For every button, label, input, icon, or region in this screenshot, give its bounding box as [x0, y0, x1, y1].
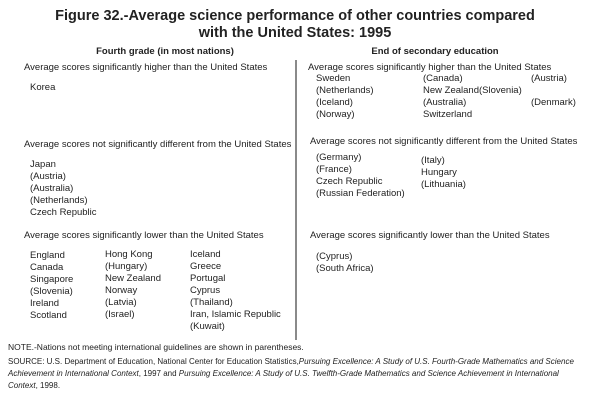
list-item: (Thailand) — [190, 297, 233, 308]
list-item: (Italy) — [421, 155, 445, 166]
list-item: (Norway) — [316, 109, 355, 120]
left-higher-list — [30, 82, 55, 94]
left-notdiff-list — [30, 159, 97, 219]
list-item: Japan — [30, 159, 56, 170]
figure-title-line-2: with the United States: 1995 — [198, 25, 392, 41]
list-item: (Germany) — [316, 152, 362, 163]
list-item: Hungary — [421, 167, 457, 178]
right-column-heading: End of secondary education — [371, 46, 499, 57]
list-item: Czech Republic — [30, 207, 97, 218]
list-item: (Australia) — [423, 97, 467, 108]
right-notdiff-list-col1 — [316, 152, 405, 200]
right-higher-list-col1 — [316, 73, 374, 121]
right-higher-label: Average scores significantly higher than the United States — [308, 62, 552, 73]
list-item: (Slovenia) — [30, 286, 73, 297]
list-item: Iran, Islamic Republic — [190, 309, 281, 320]
list-item: Singapore — [30, 274, 74, 285]
list-item: (Israel) — [105, 309, 135, 320]
right-lower-label: Average scores significantly lower than the United States — [310, 230, 550, 241]
list-item: Scotland — [30, 310, 67, 321]
list-item: (Australia) — [30, 183, 74, 194]
list-item: (Hungary) — [105, 261, 148, 272]
left-column-heading: Fourth grade (in most nations) — [96, 46, 234, 57]
list-item: (Kuwait) — [190, 321, 225, 332]
list-item: Switzerland — [423, 109, 473, 120]
list-item: New Zealand(Slovenia) — [423, 85, 522, 96]
list-item: Hong Kong — [105, 249, 153, 260]
list-item: Czech Republic — [316, 176, 383, 187]
list-item: Sweden — [316, 73, 351, 84]
list-item: (France) — [316, 164, 352, 175]
source-text — [8, 356, 578, 392]
list-item: Cyprus — [190, 285, 221, 296]
list-item: (Lithuania) — [421, 179, 466, 190]
list-item: Ireland — [30, 298, 60, 309]
right-notdiff-label: Average scores not significantly different from the United States — [310, 136, 578, 147]
right-higher-list-col2 — [423, 73, 522, 121]
list-item: Greece — [190, 261, 222, 272]
list-item-extra: (Slovenia) — [478, 85, 522, 96]
source-mid: , 1997 and — [138, 369, 179, 378]
list-item: (Latvia) — [105, 297, 137, 308]
list-item: (Canada) — [423, 73, 463, 84]
left-lower-list-col3 — [190, 249, 281, 333]
list-item: Portugal — [190, 273, 226, 284]
left-lower-list-col1 — [30, 250, 73, 322]
list-item: (Austria) — [30, 171, 66, 182]
list-item: (Iceland) — [316, 97, 353, 108]
list-item: (Austria) — [531, 73, 567, 84]
list-item — [531, 85, 576, 97]
source-title-1: Pursuing Excellence: A Study of U.S. Fourth-Grade Mathematics and Science Achievement in International Context — [8, 357, 574, 378]
list-item: Norway — [105, 285, 138, 296]
list-item: (South Africa) — [316, 263, 374, 274]
list-item: (Denmark) — [531, 97, 576, 108]
left-notdiff-label: Average scores not significantly different from the United States — [24, 139, 292, 150]
left-higher-label: Average scores significantly higher than the United States — [24, 62, 268, 73]
list-item: (Netherlands) — [30, 195, 88, 206]
list-item: (Cyprus) — [316, 251, 353, 262]
list-item: (Netherlands) — [316, 85, 374, 96]
list-item: Korea — [30, 82, 56, 93]
source-suffix: , 1998. — [35, 381, 61, 390]
note-text: NOTE.-Nations not meeting international guidelines are shown in parentheses. — [8, 342, 304, 352]
left-lower-list-col2 — [105, 249, 161, 321]
list-item: (Russian Federation) — [316, 188, 405, 199]
right-notdiff-list-col2 — [421, 155, 466, 191]
right-higher-list-col3 — [531, 73, 576, 109]
list-item: Iceland — [190, 249, 221, 260]
source-prefix: SOURCE: U.S. Department of Education, National Center for Education Statistics, — [8, 357, 299, 366]
figure-title-line-1: Figure 32.-Average science performance of other countries compared — [55, 8, 535, 24]
right-lower-list — [316, 251, 374, 275]
source-title-2: Pursuing Excellence: A Study of U.S. Twelfth-Grade Mathematics and Science Achievement in International Context — [8, 369, 559, 390]
list-item: New Zealand — [105, 273, 161, 284]
left-lower-label: Average scores significantly lower than the United States — [24, 230, 264, 241]
column-divider — [295, 60, 297, 340]
list-item: England — [30, 250, 65, 261]
list-item: Canada — [30, 262, 64, 273]
